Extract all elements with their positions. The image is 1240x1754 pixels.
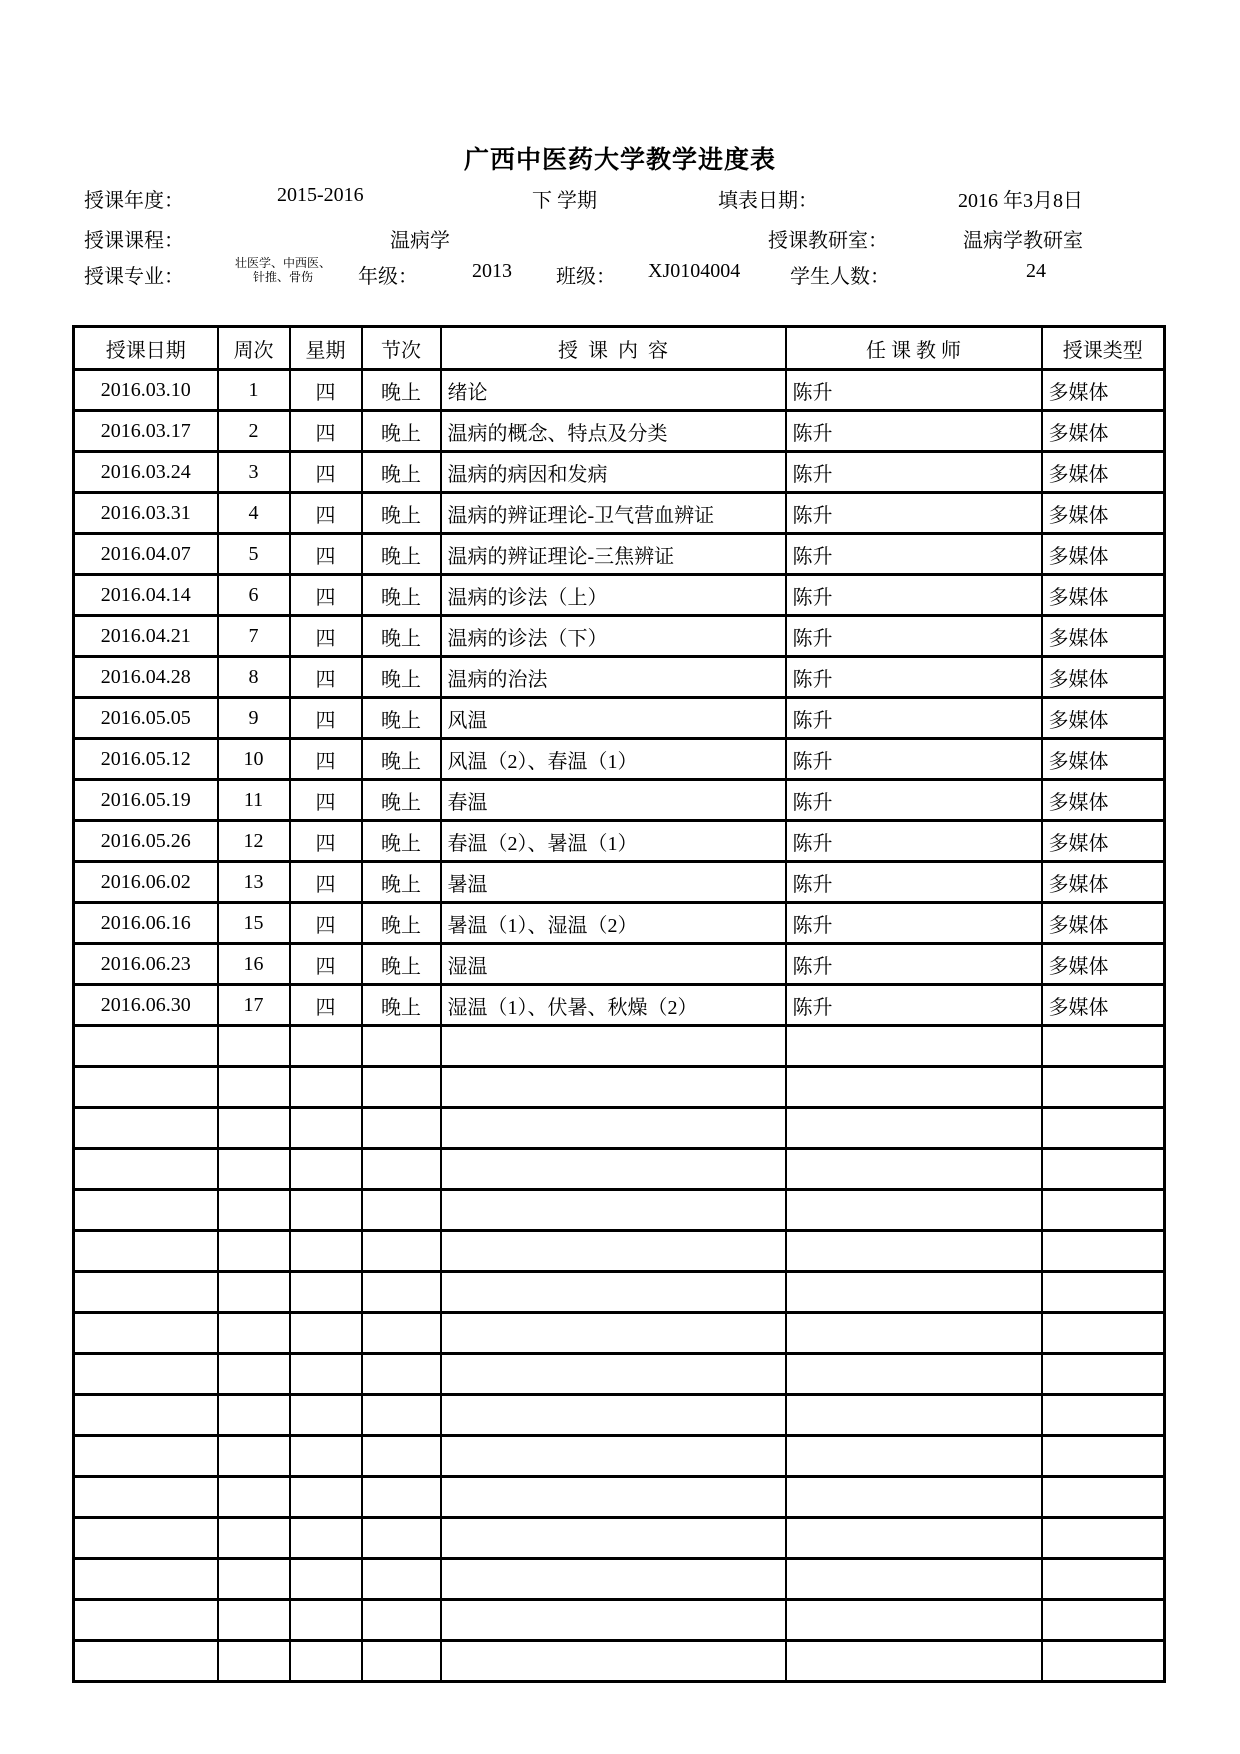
session-cell bbox=[362, 1231, 441, 1272]
type-cell bbox=[1042, 1149, 1165, 1190]
teacher-cell: 陈升 bbox=[786, 944, 1042, 985]
teacher-cell: 陈升 bbox=[786, 616, 1042, 657]
teacher-cell bbox=[786, 1231, 1042, 1272]
session-cell: 晚上 bbox=[362, 698, 441, 739]
type-cell: 多媒体 bbox=[1042, 616, 1165, 657]
date-cell bbox=[74, 1518, 218, 1559]
header-week: 周次 bbox=[218, 327, 290, 370]
content-cell: 温病的概念、特点及分类 bbox=[441, 411, 786, 452]
table-row bbox=[74, 1231, 1165, 1272]
table-row bbox=[74, 657, 1165, 698]
table-row bbox=[74, 903, 1165, 944]
weekday-cell bbox=[290, 1190, 362, 1231]
session-cell: 晚上 bbox=[362, 985, 441, 1026]
session-cell bbox=[362, 1272, 441, 1313]
content-cell: 风温（2）、春温（1） bbox=[441, 739, 786, 780]
week-cell: 7 bbox=[218, 616, 290, 657]
dept-value: 温病学教研室 bbox=[963, 230, 1083, 252]
date-cell: 2016.06.23 bbox=[74, 944, 218, 985]
session-cell bbox=[362, 1190, 441, 1231]
content-cell bbox=[441, 1600, 786, 1641]
header-teacher: 任 课 教 师 bbox=[786, 327, 1042, 370]
year-label: 授课年度： bbox=[84, 190, 184, 212]
date-cell bbox=[74, 1272, 218, 1313]
type-cell bbox=[1042, 1190, 1165, 1231]
content-cell bbox=[441, 1231, 786, 1272]
content-cell bbox=[441, 1436, 786, 1477]
session-cell bbox=[362, 1026, 441, 1067]
session-cell bbox=[362, 1354, 441, 1395]
date-cell bbox=[74, 1313, 218, 1354]
session-cell bbox=[362, 1149, 441, 1190]
teacher-cell: 陈升 bbox=[786, 370, 1042, 411]
session-cell bbox=[362, 1108, 441, 1149]
type-cell bbox=[1042, 1477, 1165, 1518]
content-cell bbox=[441, 1395, 786, 1436]
teacher-cell: 陈升 bbox=[786, 821, 1042, 862]
date-cell: 2016.03.17 bbox=[74, 411, 218, 452]
teacher-cell bbox=[786, 1026, 1042, 1067]
session-cell bbox=[362, 1600, 441, 1641]
date-cell bbox=[74, 1190, 218, 1231]
table-row bbox=[74, 944, 1165, 985]
date-cell bbox=[74, 1600, 218, 1641]
table-row bbox=[74, 1272, 1165, 1313]
date-cell: 2016.06.16 bbox=[74, 903, 218, 944]
table-row bbox=[74, 1436, 1165, 1477]
week-cell bbox=[218, 1641, 290, 1682]
date-cell bbox=[74, 1559, 218, 1600]
content-cell: 湿温 bbox=[441, 944, 786, 985]
content-cell bbox=[441, 1518, 786, 1559]
session-cell: 晚上 bbox=[362, 493, 441, 534]
session-cell bbox=[362, 1436, 441, 1477]
week-cell: 5 bbox=[218, 534, 290, 575]
week-cell bbox=[218, 1436, 290, 1477]
type-cell bbox=[1042, 1272, 1165, 1313]
students-value: 24 bbox=[1026, 260, 1046, 282]
date-cell: 2016.06.30 bbox=[74, 985, 218, 1026]
content-cell bbox=[441, 1641, 786, 1682]
major-value bbox=[218, 256, 348, 284]
type-cell: 多媒体 bbox=[1042, 698, 1165, 739]
content-cell bbox=[441, 1313, 786, 1354]
type-cell bbox=[1042, 1354, 1165, 1395]
teacher-cell: 陈升 bbox=[786, 698, 1042, 739]
type-cell: 多媒体 bbox=[1042, 370, 1165, 411]
content-cell bbox=[441, 1108, 786, 1149]
table-row bbox=[74, 411, 1165, 452]
header-content: 授 课 内 容 bbox=[441, 327, 786, 370]
type-cell: 多媒体 bbox=[1042, 739, 1165, 780]
date-cell bbox=[74, 1108, 218, 1149]
table-row bbox=[74, 739, 1165, 780]
class-label: 班级： bbox=[556, 266, 616, 288]
table-row bbox=[74, 1395, 1165, 1436]
session-cell: 晚上 bbox=[362, 534, 441, 575]
content-cell bbox=[441, 1026, 786, 1067]
session-cell bbox=[362, 1067, 441, 1108]
weekday-cell bbox=[290, 1026, 362, 1067]
table-row bbox=[74, 1108, 1165, 1149]
date-cell bbox=[74, 1026, 218, 1067]
week-cell bbox=[218, 1559, 290, 1600]
table-row bbox=[74, 1067, 1165, 1108]
table-row bbox=[74, 575, 1165, 616]
teacher-cell: 陈升 bbox=[786, 780, 1042, 821]
schedule-table-header bbox=[74, 327, 1165, 370]
teacher-cell bbox=[786, 1108, 1042, 1149]
content-cell bbox=[441, 1272, 786, 1313]
date-cell bbox=[74, 1477, 218, 1518]
table-row bbox=[74, 1477, 1165, 1518]
weekday-cell bbox=[290, 1272, 362, 1313]
content-cell: 春温（2）、暑温（1） bbox=[441, 821, 786, 862]
week-cell: 10 bbox=[218, 739, 290, 780]
teacher-cell bbox=[786, 1313, 1042, 1354]
week-cell bbox=[218, 1395, 290, 1436]
teacher-cell: 陈升 bbox=[786, 657, 1042, 698]
content-cell: 湿温（1）、伏暑、秋燥（2） bbox=[441, 985, 786, 1026]
type-cell: 多媒体 bbox=[1042, 821, 1165, 862]
session-cell: 晚上 bbox=[362, 616, 441, 657]
table-row bbox=[74, 1313, 1165, 1354]
teacher-cell: 陈升 bbox=[786, 985, 1042, 1026]
students-label: 学生人数： bbox=[790, 266, 890, 288]
week-cell: 2 bbox=[218, 411, 290, 452]
type-cell: 多媒体 bbox=[1042, 780, 1165, 821]
content-cell: 温病的诊法（上） bbox=[441, 575, 786, 616]
content-cell: 温病的病因和发病 bbox=[441, 452, 786, 493]
session-cell bbox=[362, 1641, 441, 1682]
content-cell bbox=[441, 1477, 786, 1518]
session-cell: 晚上 bbox=[362, 739, 441, 780]
type-cell bbox=[1042, 1067, 1165, 1108]
table-row bbox=[74, 370, 1165, 411]
teacher-cell: 陈升 bbox=[786, 452, 1042, 493]
table-row bbox=[74, 1518, 1165, 1559]
table-row bbox=[74, 780, 1165, 821]
header-date: 授课日期 bbox=[74, 327, 218, 370]
week-cell bbox=[218, 1231, 290, 1272]
teacher-cell: 陈升 bbox=[786, 534, 1042, 575]
date-cell: 2016.05.05 bbox=[74, 698, 218, 739]
weekday-cell: 四 bbox=[290, 862, 362, 903]
session-cell: 晚上 bbox=[362, 944, 441, 985]
session-cell: 晚上 bbox=[362, 862, 441, 903]
type-cell: 多媒体 bbox=[1042, 657, 1165, 698]
weekday-cell: 四 bbox=[290, 616, 362, 657]
table-row bbox=[74, 862, 1165, 903]
date-cell bbox=[74, 1354, 218, 1395]
type-cell: 多媒体 bbox=[1042, 575, 1165, 616]
weekday-cell bbox=[290, 1354, 362, 1395]
table-row bbox=[74, 1600, 1165, 1641]
teacher-cell bbox=[786, 1518, 1042, 1559]
week-cell: 1 bbox=[218, 370, 290, 411]
type-cell bbox=[1042, 1395, 1165, 1436]
type-cell: 多媒体 bbox=[1042, 985, 1165, 1026]
date-cell: 2016.05.26 bbox=[74, 821, 218, 862]
session-cell bbox=[362, 1477, 441, 1518]
weekday-cell: 四 bbox=[290, 739, 362, 780]
week-cell: 17 bbox=[218, 985, 290, 1026]
teacher-cell bbox=[786, 1436, 1042, 1477]
major-label: 授课专业： bbox=[84, 266, 184, 288]
header-type: 授课类型 bbox=[1042, 327, 1165, 370]
session-cell bbox=[362, 1559, 441, 1600]
teacher-cell bbox=[786, 1395, 1042, 1436]
major-line1: 壮医学、中西医、 bbox=[234, 256, 331, 270]
weekday-cell bbox=[290, 1600, 362, 1641]
course-value: 温病学 bbox=[390, 230, 450, 252]
content-cell: 温病的辨证理论-卫气营血辨证 bbox=[441, 493, 786, 534]
session-cell bbox=[362, 1395, 441, 1436]
session-cell: 晚上 bbox=[362, 411, 441, 452]
date-cell: 2016.03.10 bbox=[74, 370, 218, 411]
table-row bbox=[74, 698, 1165, 739]
table-row bbox=[74, 1559, 1165, 1600]
header-weekday: 星期 bbox=[290, 327, 362, 370]
weekday-cell: 四 bbox=[290, 411, 362, 452]
week-cell: 8 bbox=[218, 657, 290, 698]
teacher-cell: 陈升 bbox=[786, 862, 1042, 903]
fill-date-value: 2016 年3月8日 bbox=[958, 190, 1083, 212]
dept-label: 授课教研室： bbox=[768, 230, 888, 252]
date-cell bbox=[74, 1395, 218, 1436]
table-row bbox=[74, 985, 1165, 1026]
weekday-cell: 四 bbox=[290, 698, 362, 739]
content-cell bbox=[441, 1067, 786, 1108]
date-cell bbox=[74, 1231, 218, 1272]
content-cell: 暑温（1）、湿温（2） bbox=[441, 903, 786, 944]
week-cell bbox=[218, 1067, 290, 1108]
weekday-cell: 四 bbox=[290, 985, 362, 1026]
year-value: 2015-2016 bbox=[277, 184, 364, 206]
content-cell: 春温 bbox=[441, 780, 786, 821]
weekday-cell: 四 bbox=[290, 657, 362, 698]
fill-date-label: 填表日期： bbox=[718, 190, 818, 212]
session-cell: 晚上 bbox=[362, 575, 441, 616]
week-cell: 6 bbox=[218, 575, 290, 616]
date-cell: 2016.03.24 bbox=[74, 452, 218, 493]
major-line2: 针推、骨伤 bbox=[252, 270, 313, 284]
week-cell bbox=[218, 1272, 290, 1313]
week-cell bbox=[218, 1354, 290, 1395]
page-title: 广西中医药大学教学进度表 bbox=[463, 146, 776, 174]
week-cell bbox=[218, 1313, 290, 1354]
date-cell bbox=[74, 1067, 218, 1108]
table-row bbox=[74, 493, 1165, 534]
date-cell bbox=[74, 1436, 218, 1477]
date-cell: 2016.04.14 bbox=[74, 575, 218, 616]
weekday-cell bbox=[290, 1436, 362, 1477]
weekday-cell bbox=[290, 1149, 362, 1190]
content-cell bbox=[441, 1149, 786, 1190]
date-cell: 2016.05.19 bbox=[74, 780, 218, 821]
teacher-cell bbox=[786, 1641, 1042, 1682]
teacher-cell: 陈升 bbox=[786, 739, 1042, 780]
table-row bbox=[74, 1190, 1165, 1231]
week-cell bbox=[218, 1149, 290, 1190]
date-cell: 2016.04.28 bbox=[74, 657, 218, 698]
session-cell: 晚上 bbox=[362, 821, 441, 862]
week-cell bbox=[218, 1108, 290, 1149]
type-cell bbox=[1042, 1231, 1165, 1272]
type-cell bbox=[1042, 1600, 1165, 1641]
session-cell: 晚上 bbox=[362, 370, 441, 411]
week-cell bbox=[218, 1190, 290, 1231]
session-cell: 晚上 bbox=[362, 452, 441, 493]
grade-value: 2013 bbox=[472, 260, 512, 282]
week-cell: 9 bbox=[218, 698, 290, 739]
teacher-cell bbox=[786, 1272, 1042, 1313]
week-cell bbox=[218, 1477, 290, 1518]
week-cell bbox=[218, 1026, 290, 1067]
weekday-cell: 四 bbox=[290, 493, 362, 534]
session-cell: 晚上 bbox=[362, 657, 441, 698]
type-cell bbox=[1042, 1313, 1165, 1354]
type-cell: 多媒体 bbox=[1042, 862, 1165, 903]
header-row bbox=[74, 327, 1165, 370]
teacher-cell bbox=[786, 1149, 1042, 1190]
course-label: 授课课程： bbox=[84, 230, 184, 252]
teacher-cell bbox=[786, 1477, 1042, 1518]
semester-value: 下 学期 bbox=[532, 190, 597, 212]
weekday-cell: 四 bbox=[290, 780, 362, 821]
type-cell bbox=[1042, 1559, 1165, 1600]
week-cell: 4 bbox=[218, 493, 290, 534]
week-cell: 16 bbox=[218, 944, 290, 985]
type-cell bbox=[1042, 1108, 1165, 1149]
week-cell: 12 bbox=[218, 821, 290, 862]
weekday-cell bbox=[290, 1477, 362, 1518]
week-cell bbox=[218, 1518, 290, 1559]
teacher-cell: 陈升 bbox=[786, 575, 1042, 616]
weekday-cell: 四 bbox=[290, 370, 362, 411]
date-cell bbox=[74, 1641, 218, 1682]
date-cell: 2016.03.31 bbox=[74, 493, 218, 534]
type-cell: 多媒体 bbox=[1042, 452, 1165, 493]
weekday-cell bbox=[290, 1231, 362, 1272]
teacher-cell bbox=[786, 1190, 1042, 1231]
weekday-cell bbox=[290, 1559, 362, 1600]
teacher-cell bbox=[786, 1600, 1042, 1641]
content-cell: 温病的辨证理论-三焦辨证 bbox=[441, 534, 786, 575]
date-cell: 2016.04.21 bbox=[74, 616, 218, 657]
weekday-cell: 四 bbox=[290, 534, 362, 575]
table-row bbox=[74, 452, 1165, 493]
content-cell: 绪论 bbox=[441, 370, 786, 411]
content-cell bbox=[441, 1354, 786, 1395]
teacher-cell: 陈升 bbox=[786, 411, 1042, 452]
type-cell: 多媒体 bbox=[1042, 493, 1165, 534]
teacher-cell bbox=[786, 1559, 1042, 1600]
type-cell bbox=[1042, 1518, 1165, 1559]
teacher-cell bbox=[786, 1067, 1042, 1108]
type-cell bbox=[1042, 1641, 1165, 1682]
content-cell bbox=[441, 1559, 786, 1600]
weekday-cell: 四 bbox=[290, 575, 362, 616]
schedule-table-body bbox=[74, 370, 1165, 1682]
weekday-cell: 四 bbox=[290, 903, 362, 944]
teacher-cell: 陈升 bbox=[786, 493, 1042, 534]
weekday-cell bbox=[290, 1518, 362, 1559]
session-cell: 晚上 bbox=[362, 903, 441, 944]
table-row bbox=[74, 1026, 1165, 1067]
table-row bbox=[74, 534, 1165, 575]
weekday-cell: 四 bbox=[290, 821, 362, 862]
content-cell: 温病的治法 bbox=[441, 657, 786, 698]
table-row bbox=[74, 1354, 1165, 1395]
date-cell: 2016.06.02 bbox=[74, 862, 218, 903]
type-cell: 多媒体 bbox=[1042, 903, 1165, 944]
content-cell bbox=[441, 1190, 786, 1231]
schedule-table bbox=[72, 325, 1166, 1683]
week-cell: 3 bbox=[218, 452, 290, 493]
weekday-cell bbox=[290, 1067, 362, 1108]
header-session: 节次 bbox=[362, 327, 441, 370]
weekday-cell bbox=[290, 1108, 362, 1149]
content-cell: 温病的诊法（下） bbox=[441, 616, 786, 657]
table-row bbox=[74, 1641, 1165, 1682]
grade-label: 年级： bbox=[358, 266, 418, 288]
class-value: XJ0104004 bbox=[648, 260, 741, 282]
weekday-cell bbox=[290, 1313, 362, 1354]
content-cell: 风温 bbox=[441, 698, 786, 739]
content-cell: 暑温 bbox=[441, 862, 786, 903]
teacher-cell: 陈升 bbox=[786, 903, 1042, 944]
week-cell bbox=[218, 1600, 290, 1641]
type-cell: 多媒体 bbox=[1042, 944, 1165, 985]
type-cell: 多媒体 bbox=[1042, 534, 1165, 575]
table-row bbox=[74, 821, 1165, 862]
teacher-cell bbox=[786, 1354, 1042, 1395]
table-row bbox=[74, 1149, 1165, 1190]
date-cell bbox=[74, 1149, 218, 1190]
date-cell: 2016.05.12 bbox=[74, 739, 218, 780]
type-cell: 多媒体 bbox=[1042, 411, 1165, 452]
type-cell bbox=[1042, 1436, 1165, 1477]
weekday-cell: 四 bbox=[290, 944, 362, 985]
session-cell bbox=[362, 1313, 441, 1354]
table-row bbox=[74, 616, 1165, 657]
week-cell: 13 bbox=[218, 862, 290, 903]
session-cell: 晚上 bbox=[362, 780, 441, 821]
date-cell: 2016.04.07 bbox=[74, 534, 218, 575]
weekday-cell bbox=[290, 1641, 362, 1682]
weekday-cell: 四 bbox=[290, 452, 362, 493]
session-cell bbox=[362, 1518, 441, 1559]
weekday-cell bbox=[290, 1395, 362, 1436]
type-cell bbox=[1042, 1026, 1165, 1067]
week-cell: 15 bbox=[218, 903, 290, 944]
week-cell: 11 bbox=[218, 780, 290, 821]
